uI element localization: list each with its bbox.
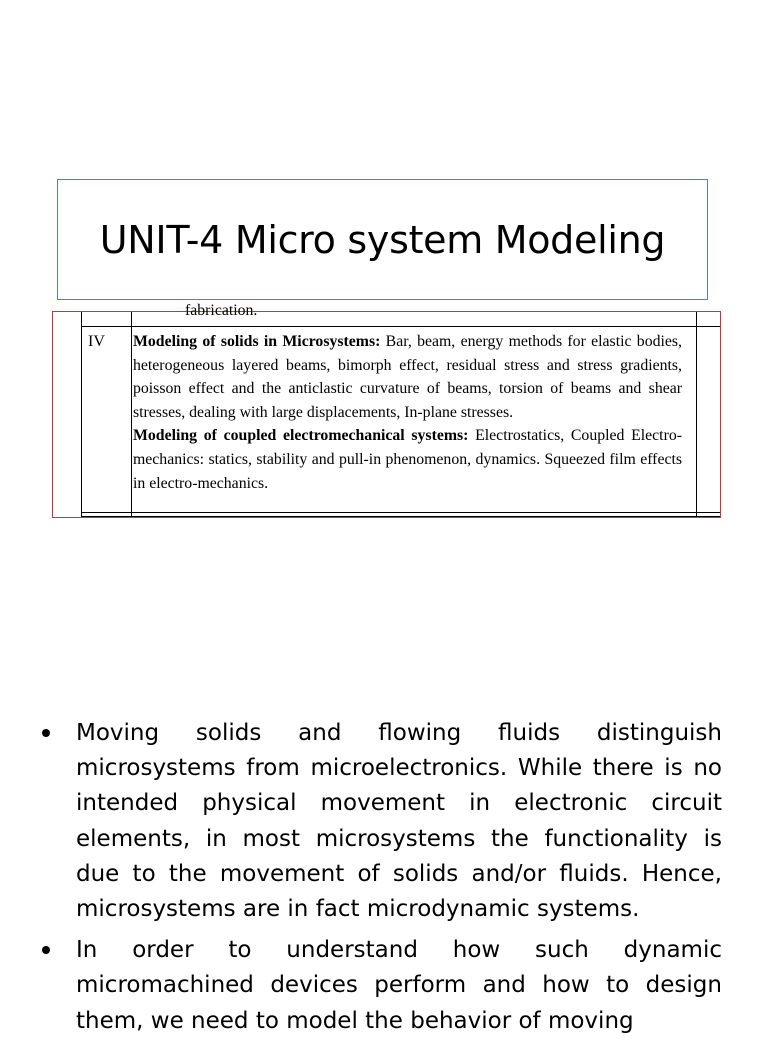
bullet-item [42, 933, 722, 1039]
section-solids-heading: Modeling of solids in Microsystems: [133, 333, 381, 350]
section-electromechanical-heading: Modeling of coupled electromechanical systems: [133, 427, 469, 445]
unit-number: IV [88, 333, 105, 350]
section-solids-body: Bar, beam, energy methods for elastic bodies, heterogeneous layered beams, bimorph effect, residual stress and stress gradients, poisson effect and the anticlastic curvature of beams, torsion of beams and shear stresses, dealing with large displacements, In-plane stresses. [133, 333, 682, 421]
bullet-text: In order to understand how such dynamic micromachined devices perform and how to design them, we need to model the behavior of moving [76, 937, 722, 1034]
section-electromechanical [133, 424, 682, 495]
title-box [57, 179, 708, 300]
table-rule-top [81, 326, 720, 327]
section-solids [133, 330, 682, 424]
table-border-left [81, 312, 82, 517]
table-column-divider-right [696, 312, 697, 517]
syllabus-excerpt [52, 302, 721, 518]
slide-title: UNIT-4 Micro system Modeling [99, 217, 666, 262]
bullet-text: Moving solids and flowing fluids distinguish microsystems from microelectronics. While there is no intended physical movement in electronic circuit elements, in most microsystems the functionality is due to the movement of solids and/or fluids. Hence, microsystems are in fact microdynamic systems. [76, 720, 722, 923]
bullet-icon [42, 729, 50, 737]
table-rule-bottom-2 [81, 516, 720, 517]
cut-off-text: fabrication. [185, 302, 258, 319]
bullet-list [42, 716, 722, 1045]
table-column-divider [131, 312, 132, 517]
syllabus-content [133, 330, 682, 495]
bullet-icon [42, 946, 50, 954]
table-rule-bottom [81, 512, 720, 513]
bullet-item [42, 716, 722, 927]
section-electromechanical-body: Electrostatics, Coupled Electro-mechanics: statics, stability and pull-in phenomenon, dynamics. Squeezed film effects in electro-mechanics. [133, 427, 682, 492]
